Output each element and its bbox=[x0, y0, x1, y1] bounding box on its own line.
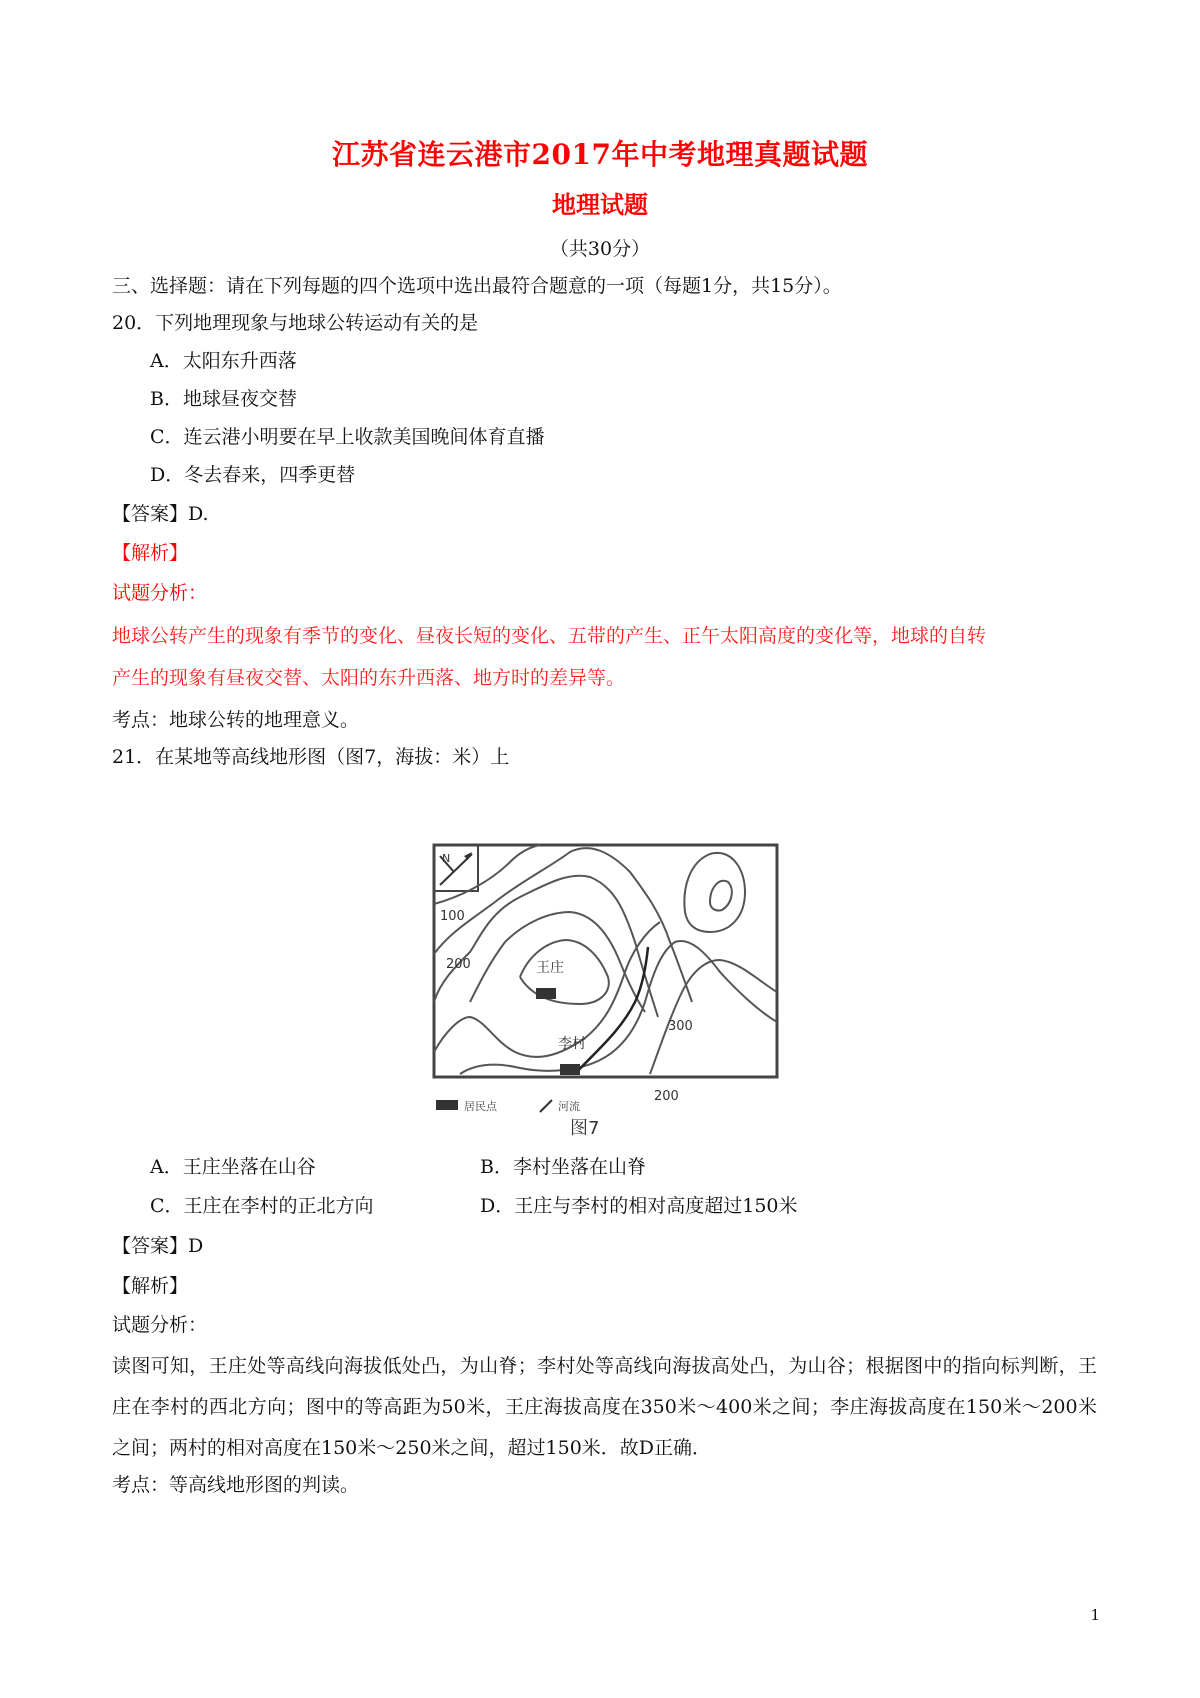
q21-answer: 【答案】D bbox=[112, 1235, 204, 1257]
q20-stem: 20．下列地理现象与地球公转运动有关的是 bbox=[112, 312, 479, 334]
contour-label-200-left: 200 bbox=[446, 957, 471, 972]
contour-label-200-right: 200 bbox=[654, 1089, 679, 1104]
q21-analysis-text: 读图可知，王庄处等高线向海拔低处凸，为山脊；李村处等高线向海拔高处凸，为山谷；根据图中的指向标判断，王庄在李村的西北方向；图中的等高距为50米，王庄海拔高度在350米～400米之间；李庄海拔高度在150米～200米之间；两村的相对高度在150米～250米之间，超过150米．故D正确． bbox=[112, 1355, 1097, 1459]
q20-option-b: B．地球昼夜交替 bbox=[150, 388, 297, 410]
q21-kaodian: 考点：等高线地形图的判读。 bbox=[112, 1474, 360, 1496]
village-label-licun: 李村 bbox=[558, 1036, 586, 1052]
document-title: 江苏省连云港市2017年中考地理真题试题 bbox=[332, 138, 868, 171]
contour-map-figure bbox=[420, 842, 788, 1144]
q21-option-d: D．王庄与李村的相对高度超过150米 bbox=[480, 1195, 798, 1217]
q21-jiexi-heading: 【解析】 bbox=[112, 1275, 189, 1297]
q21-analysis-heading: 试题分析： bbox=[112, 1314, 208, 1336]
legend-river-label: 河流 bbox=[558, 1100, 580, 1113]
q20-kaodian: 考点：地球公转的地理意义。 bbox=[112, 709, 360, 731]
village-label-wangzhuang: 王庄 bbox=[536, 960, 564, 976]
section-instruction: 三、选择题：请在下列每题的四个选项中选出最符合题意的一项（每题1分，共15分）。 bbox=[112, 275, 842, 297]
legend-settlement-icon bbox=[436, 1100, 458, 1110]
page-number: 1 bbox=[1090, 1606, 1100, 1624]
q20-analysis-line-2: 产生的现象有昼夜交替、太阳的东升西落、地方时的差异等。 bbox=[112, 667, 626, 689]
q21-option-a: A．王庄坐落在山谷 bbox=[150, 1156, 316, 1178]
wangzhuang-settlement-marker bbox=[536, 988, 556, 999]
legend-settlement-label: 居民点 bbox=[464, 1100, 497, 1113]
q20-answer: 【答案】D. bbox=[112, 503, 209, 525]
q20-option-d: D．冬去春来，四季更替 bbox=[150, 464, 356, 486]
north-label: N bbox=[442, 852, 451, 865]
contour-label-300: 300 bbox=[668, 1019, 693, 1034]
q21-option-b: B．李村坐落在山脊 bbox=[480, 1156, 646, 1178]
licun-settlement-marker bbox=[560, 1064, 580, 1075]
q20-analysis-text bbox=[112, 615, 1092, 699]
q21-option-c: C．王庄在李村的正北方向 bbox=[150, 1195, 374, 1217]
contour-label-100: 100 bbox=[440, 909, 465, 924]
q20-analysis-heading: 试题分析： bbox=[112, 582, 208, 604]
q20-option-c: C．连云港小明要在早上收款美国晚间体育直播 bbox=[150, 426, 545, 448]
q20-option-a: A．太阳东升西落 bbox=[150, 350, 297, 372]
q20-analysis-line-1: 地球公转产生的现象有季节的变化、昼夜长短的变化、五带的产生、正午太阳高度的变化等，地球的自转 bbox=[112, 625, 987, 647]
figure-caption: 图7 bbox=[570, 1118, 600, 1139]
total-score: （共30分） bbox=[549, 238, 651, 260]
q20-jiexi-heading: 【解析】 bbox=[112, 542, 189, 564]
document-subtitle: 地理试题 bbox=[552, 190, 648, 219]
q21-stem: 21．在某地等高线地形图（图7，海拔：米）上 bbox=[112, 746, 510, 768]
